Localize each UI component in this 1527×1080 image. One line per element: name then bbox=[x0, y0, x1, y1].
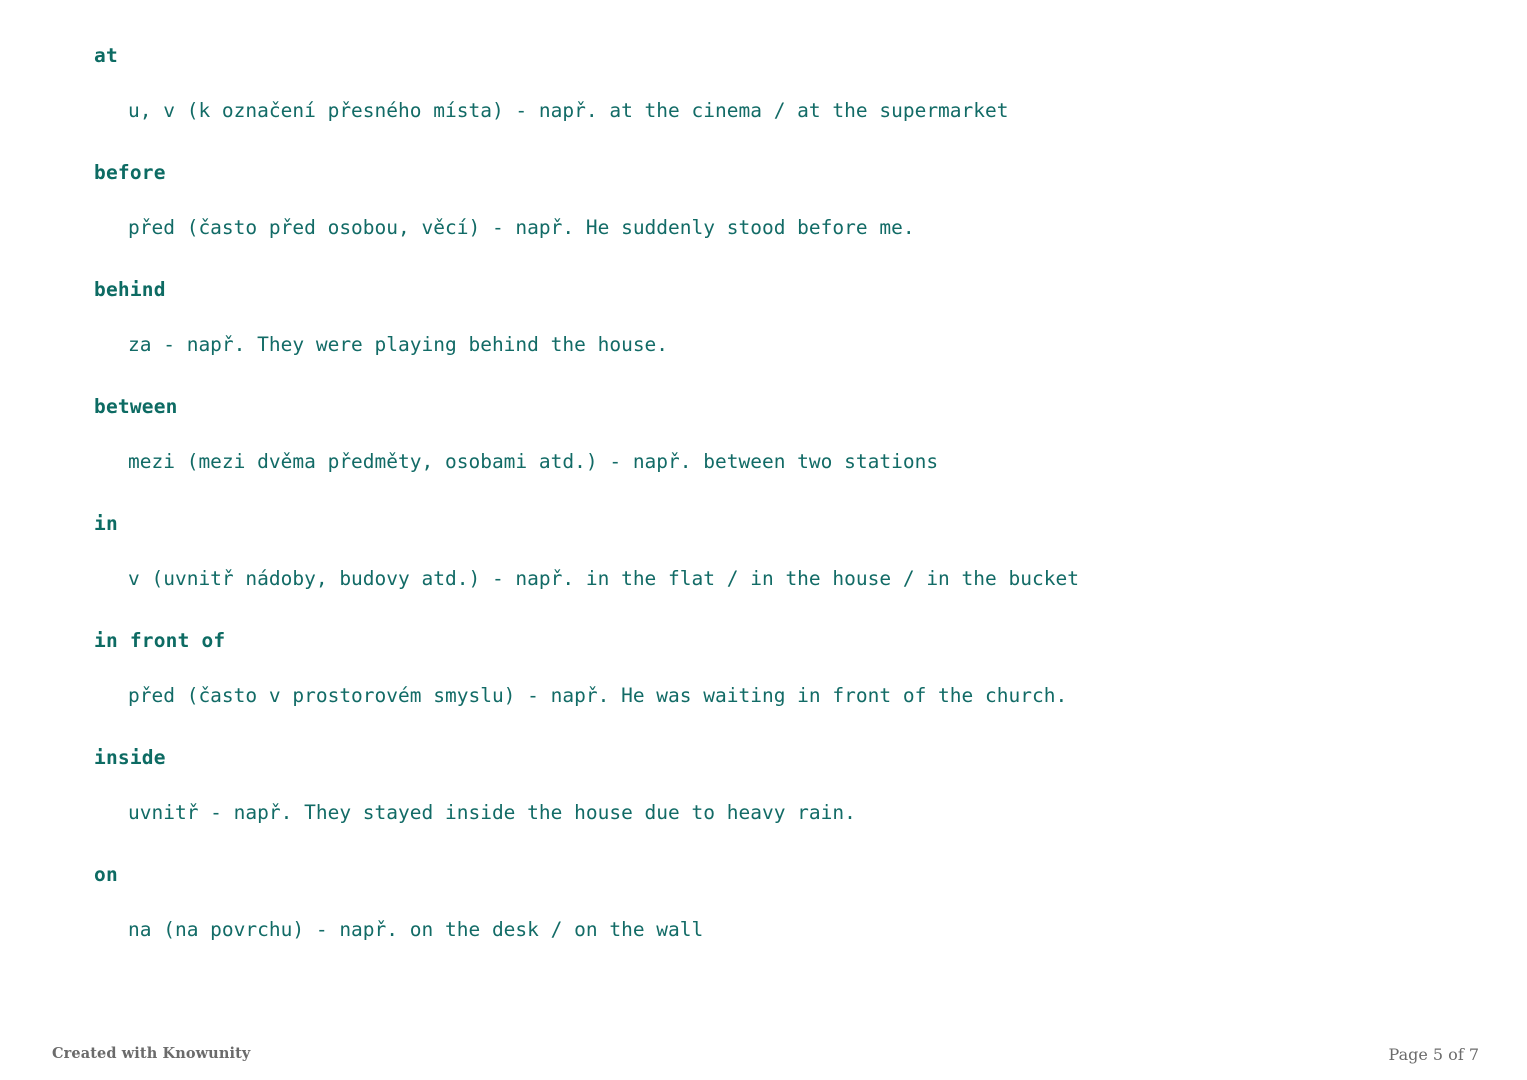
spacer bbox=[94, 471, 1457, 514]
spacer bbox=[94, 768, 1457, 803]
spacer bbox=[94, 300, 1457, 335]
entry-term: inside bbox=[94, 746, 166, 769]
entry-definition: před (často před osobou, věcí) - např. He suddenly stood before me. bbox=[128, 215, 915, 239]
entry-term: between bbox=[94, 395, 178, 418]
spacer bbox=[94, 588, 1457, 631]
spacer bbox=[94, 183, 1457, 218]
entry-definition: před (často v prostorovém smyslu) - např. He was waiting in front of the church. bbox=[128, 683, 1068, 707]
glossary-entry bbox=[94, 280, 1457, 397]
entry-definition: za - např. They were playing behind the house. bbox=[128, 332, 669, 356]
entry-definition: na (na povrchu) - např. on the desk / on the wall bbox=[128, 917, 704, 941]
spacer bbox=[94, 66, 1457, 101]
spacer bbox=[94, 534, 1457, 569]
entry-term: before bbox=[94, 161, 166, 184]
spacer bbox=[94, 237, 1457, 280]
spacer bbox=[94, 651, 1457, 686]
footer-page-number: Page 5 of 7 bbox=[1388, 1045, 1479, 1064]
entry-term: in bbox=[94, 512, 118, 535]
glossary-entry bbox=[94, 46, 1457, 163]
spacer bbox=[94, 705, 1457, 748]
entry-definition: mezi (mezi dvěma předměty, osobami atd.) - např. between two stations bbox=[128, 449, 939, 473]
entry-term: behind bbox=[94, 278, 166, 301]
entry-term: at bbox=[94, 44, 118, 67]
spacer bbox=[94, 354, 1457, 397]
entry-definition: uvnitř - např. They stayed inside the house due to heavy rain. bbox=[128, 800, 856, 824]
glossary-entry bbox=[94, 163, 1457, 280]
spacer bbox=[94, 822, 1457, 865]
glossary-entry bbox=[94, 514, 1457, 631]
footer-credit: Created with Knowunity bbox=[52, 1045, 251, 1062]
entry-term: in front of bbox=[94, 629, 226, 652]
spacer bbox=[94, 120, 1457, 163]
spacer bbox=[94, 885, 1457, 920]
glossary-entry bbox=[94, 748, 1457, 865]
spacer bbox=[94, 417, 1457, 452]
glossary-entry bbox=[94, 631, 1457, 748]
glossary-entry bbox=[94, 865, 1457, 939]
glossary-entry bbox=[94, 397, 1457, 514]
entry-definition: v (uvnitř nádoby, budovy atd.) - např. in the flat / in the house / in the bucket bbox=[128, 566, 1079, 590]
entry-definition: u, v (k označení přesného místa) - např. at the cinema / at the supermarket bbox=[128, 98, 1009, 122]
entry-term: on bbox=[94, 863, 118, 886]
